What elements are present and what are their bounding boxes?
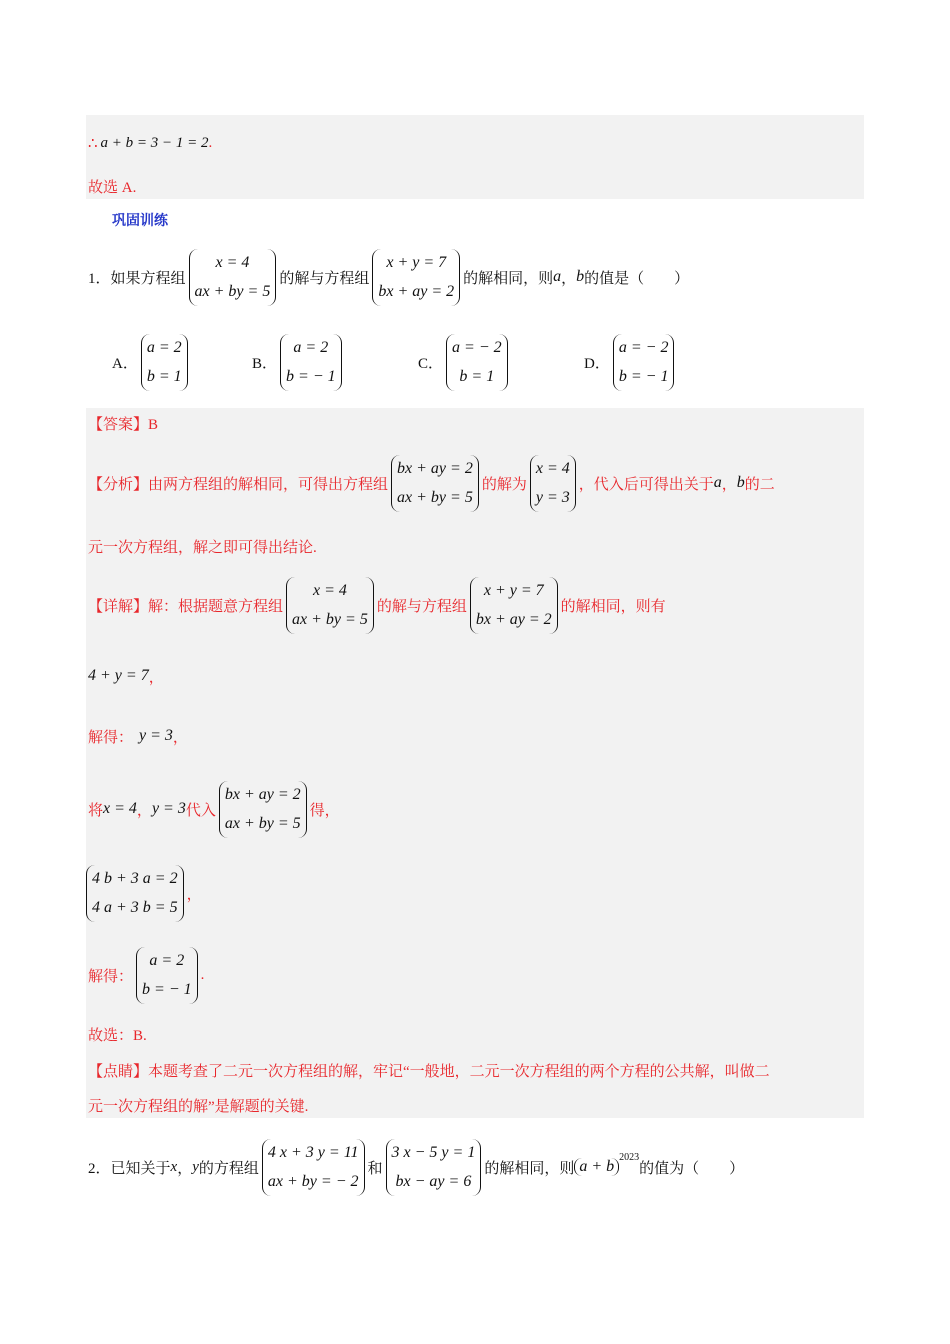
- question-2-text-3: 和: [367, 1160, 383, 1177]
- analysis-text-1: 由两方程组的解相同，可得出方程组: [148, 476, 389, 493]
- equation: a = 2: [146, 338, 182, 356]
- analysis-tag: 【分析】: [88, 476, 149, 493]
- power-expression: [574, 1152, 640, 1176]
- analysis-text-4: 的二: [744, 476, 775, 493]
- question-1-text-2: 的解与方程组: [279, 270, 370, 287]
- substitute-system: [219, 781, 307, 838]
- equation: 4 a + 3 b = 5: [92, 898, 178, 916]
- comment-tag: 【点睛】: [88, 1063, 149, 1080]
- equation: x = 4: [215, 253, 250, 271]
- equation: bx + ay = 2: [224, 785, 301, 803]
- comma: ，: [721, 476, 737, 493]
- equation: x = 4: [103, 800, 137, 817]
- question-1: [88, 246, 689, 308]
- detail-line-1: [88, 574, 666, 636]
- section-heading: 巩固训练: [112, 213, 168, 229]
- question-2-system-1: [262, 1139, 365, 1196]
- detail-text-2: 的解与方程组: [376, 598, 467, 615]
- option-label: C．: [418, 355, 444, 372]
- equation: x + y = 7: [386, 253, 447, 271]
- comment-text: 本题考查了二元一次方程组的解，牢记“一般地，二元一次方程组的两个方程的公共解，叫做二: [148, 1063, 770, 1080]
- exponent: 2023: [619, 1152, 640, 1163]
- comma: ，: [177, 1160, 193, 1177]
- question-2-system-2: [386, 1139, 482, 1196]
- period: .: [208, 134, 213, 151]
- comma: ，: [172, 729, 188, 746]
- variable-x: x: [170, 1158, 178, 1175]
- option-system: [613, 334, 675, 391]
- equation: y = 3: [151, 800, 186, 817]
- detail-tag: 【详解】: [88, 598, 149, 615]
- equation: x = 4: [535, 459, 570, 477]
- therefore-line: [88, 131, 212, 155]
- question-1-system-1: [189, 249, 277, 306]
- substitute-text-1: 将: [88, 802, 104, 819]
- top-solution-band: [86, 115, 864, 199]
- option-d[interactable]: [584, 332, 677, 392]
- analysis-system-2: [530, 455, 576, 512]
- solve-label: 解得：: [88, 968, 134, 985]
- question-1-number: 1．: [88, 270, 111, 287]
- equation: b = 1: [146, 367, 182, 385]
- detail-system-1: [286, 577, 374, 634]
- question-1-text-3: 的解相同，则: [463, 270, 554, 287]
- equation: ax + by = 5: [194, 282, 271, 300]
- equation: a = − 2: [452, 338, 502, 356]
- equation: 3 x − 5 y = 1: [391, 1143, 476, 1161]
- comma: ，: [136, 802, 152, 819]
- equation: a = 2: [149, 951, 185, 969]
- equation: x = 4: [312, 581, 347, 599]
- substitute-text-2: 代入: [185, 802, 216, 819]
- option-a[interactable]: [112, 332, 191, 392]
- equation: bx + ay = 2: [397, 459, 473, 477]
- question-2-text-4: 的解相同，则: [484, 1160, 575, 1177]
- solution-band: [86, 408, 864, 1118]
- analysis-text-3: ，代入后可得出关于: [578, 476, 714, 493]
- analysis-text-2: 的解为: [481, 476, 527, 493]
- parenthesized-sum: [574, 1158, 619, 1176]
- choose-line: 故选：B.: [88, 1027, 147, 1044]
- substitute-line: [88, 778, 340, 840]
- comment-line-1: [88, 1058, 770, 1082]
- result-system: [136, 947, 198, 1004]
- detail-text-1: 解：根据题意方程组: [148, 598, 284, 615]
- option-system: [446, 334, 508, 391]
- equation: 4 b + 3 a = 2: [92, 869, 178, 887]
- sum-equation: a + b = 3 − 1 = 2: [100, 134, 209, 151]
- option-label: D．: [584, 355, 610, 372]
- answer-line: 【答案】B: [88, 416, 159, 433]
- equation: y = 3: [535, 488, 570, 506]
- equation: x + y = 7: [483, 581, 544, 599]
- solve-ab-line: [88, 944, 204, 1006]
- question-2-text-1: 已知关于: [110, 1160, 171, 1177]
- equation: b = 1: [459, 367, 495, 385]
- option-system: [280, 334, 342, 391]
- comment-line-2: 元一次方程组的解”是解题的关键.: [88, 1098, 309, 1115]
- detail-system-2: [470, 577, 558, 634]
- analysis-system-1: [391, 455, 479, 512]
- analysis-line-1: [88, 452, 775, 514]
- option-c[interactable]: [418, 332, 511, 392]
- sum-expression: a + b: [579, 1158, 615, 1175]
- variable-a: a: [553, 268, 562, 285]
- question-2: [88, 1136, 744, 1198]
- analysis-line-2: 元一次方程组，解之即可得出结论.: [88, 539, 317, 556]
- choose-a-line: 故选 A.: [88, 179, 137, 196]
- solve-y-line: [88, 724, 188, 748]
- option-b[interactable]: [252, 332, 345, 392]
- equation-line: [88, 664, 164, 688]
- equation: bx − ay = 6: [395, 1172, 472, 1190]
- equation: b = − 1: [286, 367, 336, 385]
- comma: ，: [148, 669, 164, 686]
- equation: 4 x + 3 y = 11: [267, 1143, 359, 1161]
- question-2-text-2: 的方程组: [198, 1160, 259, 1177]
- solve-label: 解得：: [88, 729, 134, 746]
- question-1-system-2: [372, 249, 460, 306]
- equation: a = 2: [293, 338, 329, 356]
- variable-b: b: [736, 474, 745, 491]
- comma: ，: [561, 270, 577, 287]
- equation: 4 + y = 7: [88, 667, 149, 684]
- therefore-symbol: ∴: [88, 135, 98, 152]
- equation: bx + ay = 2: [378, 282, 455, 300]
- variable-b: b: [576, 268, 585, 285]
- variable-a: a: [713, 474, 722, 491]
- question-2-text-5: 的值为（ ）: [639, 1160, 745, 1177]
- period: .: [200, 966, 205, 983]
- new-system: [86, 865, 184, 922]
- option-label: A．: [112, 355, 138, 372]
- option-system: [141, 334, 188, 391]
- detail-text-3: 的解相同，则有: [560, 598, 666, 615]
- equation: y = 3: [139, 727, 173, 744]
- comma: ，: [186, 886, 202, 903]
- equation: b = − 1: [142, 980, 192, 998]
- equation: ax + by = − 2: [267, 1172, 359, 1190]
- question-2-number: 2．: [88, 1160, 111, 1177]
- equation: b = − 1: [618, 367, 669, 385]
- equation: bx + ay = 2: [475, 610, 552, 628]
- question-1-text-1: 如果方程组: [110, 270, 186, 287]
- variable-y: y: [192, 1158, 199, 1175]
- new-system-line: [86, 862, 202, 924]
- option-label: B．: [252, 355, 278, 372]
- equation: ax + by = 5: [224, 814, 301, 832]
- question-1-text-4: 的值是（ ）: [584, 270, 690, 287]
- substitute-text-3: 得，: [309, 802, 340, 819]
- equation: ax + by = 5: [292, 610, 368, 628]
- equation: a = − 2: [618, 338, 669, 356]
- equation: ax + by = 5: [397, 488, 473, 506]
